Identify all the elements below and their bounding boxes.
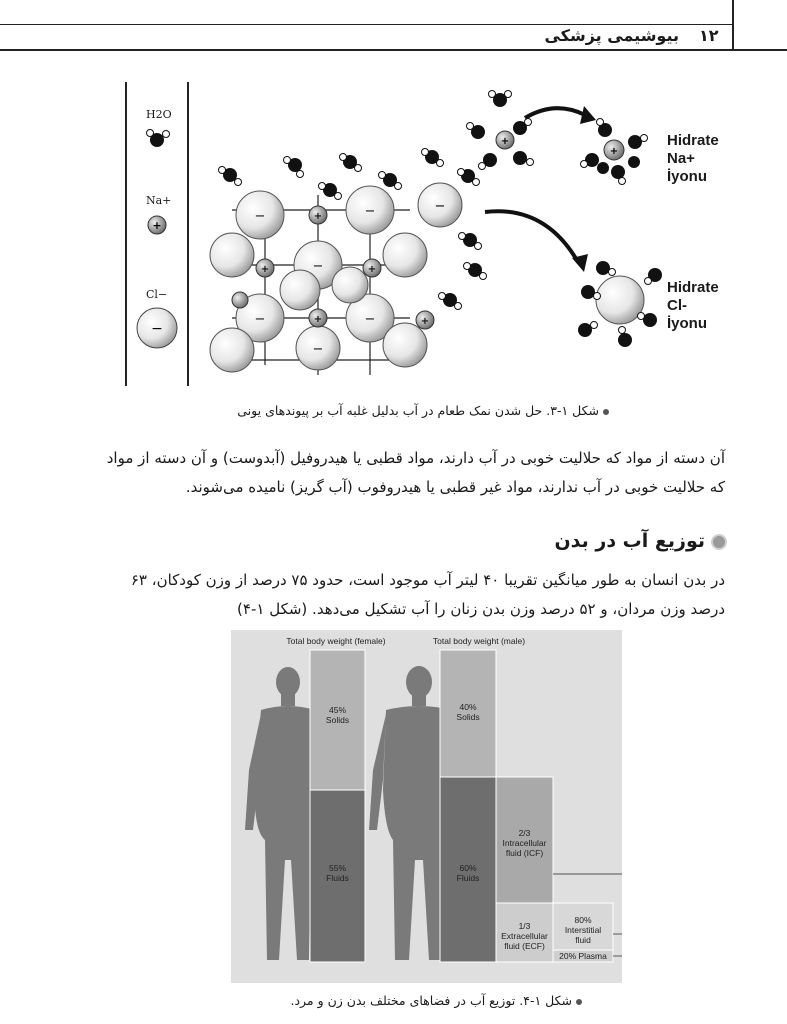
dissolution-arrows — [485, 108, 585, 262]
dissociating-sodium-cluster — [467, 91, 534, 170]
ecf-label: 1/3 Extracellular fluid (ECF) — [501, 921, 548, 951]
paragraph-solubility: آن دسته از مواد که حلالیت خوبی در آب دارند، مواد قطبی یا هیدروفیل (آبدوست) و آن دسته از مواد که حلالیت خوبی در آب ندارند، مواد غیر قطبی یا هیدروفوب (آب گریز) نامیده می‌شوند. — [106, 449, 725, 496]
caption-bullet-icon — [603, 409, 609, 415]
female-chart-title: Total body weight (female) — [286, 636, 386, 646]
legend-sodium-ion — [148, 216, 166, 234]
legend-sodium-label: Na+ — [146, 194, 172, 207]
male-fluids-label: 60% Fluids — [456, 863, 480, 883]
page-number: ۱۲ — [699, 26, 719, 45]
legend-water-molecule — [147, 130, 170, 148]
svg-text:−: − — [434, 199, 446, 214]
section-heading: توزیع آب در بدن — [554, 530, 727, 552]
legend-chloride-ion — [137, 308, 177, 348]
svg-text:+: + — [367, 264, 377, 275]
legend-chloride-label: Cl− — [146, 288, 168, 301]
svg-text:+: + — [152, 219, 162, 232]
svg-text:−: − — [364, 312, 376, 327]
nacl-dissolution-illustration — [0, 0, 787, 420]
male-chart-title: Total body weight (male) — [432, 636, 526, 646]
section-bullet-icon — [711, 534, 727, 550]
figure-1-4-caption: شکل ۱-۴. توزیع آب در فضاهای مختلف بدن زن و مرد. — [291, 993, 583, 1008]
svg-text:−: − — [151, 321, 163, 337]
svg-text:−: − — [364, 204, 376, 219]
running-head-title: بیوشیمی پزشکی — [544, 26, 679, 45]
male-solids-label: 40% Solids — [456, 702, 480, 722]
female-fluids-label: 55% Fluids — [326, 863, 349, 883]
paragraph-water-distribution: در بدن انسان به طور میانگین تقریبا ۴۰ لیتر آب موجود است، حدود ۷۵ درصد از وزن کودکان، ۶۳ درصد وزن مردان، و ۵۲ درصد وزن بدن زنان را آب تشکیل می‌دهد. (شکل ۱-۴) — [130, 571, 725, 618]
icf-label: 2/3 Intracellular fluid (ICF) — [502, 828, 547, 858]
interstitial-label: 80% Interstitial fluid — [564, 915, 602, 945]
svg-text:+: + — [609, 146, 619, 157]
svg-text:+: + — [313, 211, 323, 222]
svg-text:+: + — [500, 136, 510, 147]
plasma-label: 20% Plasma — [559, 951, 607, 961]
svg-text:−: − — [254, 312, 266, 327]
hydrated-chloride-label: Hidrate Cl- İyonu — [667, 279, 719, 332]
hydrated-sodium-ion — [581, 119, 648, 185]
hydrated-sodium-label: Hidrate Na+ İyonu — [667, 132, 719, 185]
svg-text:−: − — [312, 342, 324, 357]
female-solids-label: 45% Solids — [325, 705, 350, 725]
svg-text:+: + — [260, 264, 270, 275]
body-water-distribution-figure — [231, 630, 622, 983]
legend-water-label: H2O — [146, 108, 172, 121]
svg-text:−: − — [254, 209, 266, 224]
svg-text:+: + — [420, 316, 430, 327]
caption-bullet-icon — [576, 999, 582, 1005]
figure-1-3-caption: شکل ۱-۳. حل شدن نمک طعام در آب بدلیل غلبه آب بر پیوندهای یونی — [237, 403, 609, 418]
svg-text:+: + — [313, 314, 323, 325]
hydrated-chloride-ion — [578, 261, 662, 347]
svg-text:−: − — [312, 259, 324, 274]
